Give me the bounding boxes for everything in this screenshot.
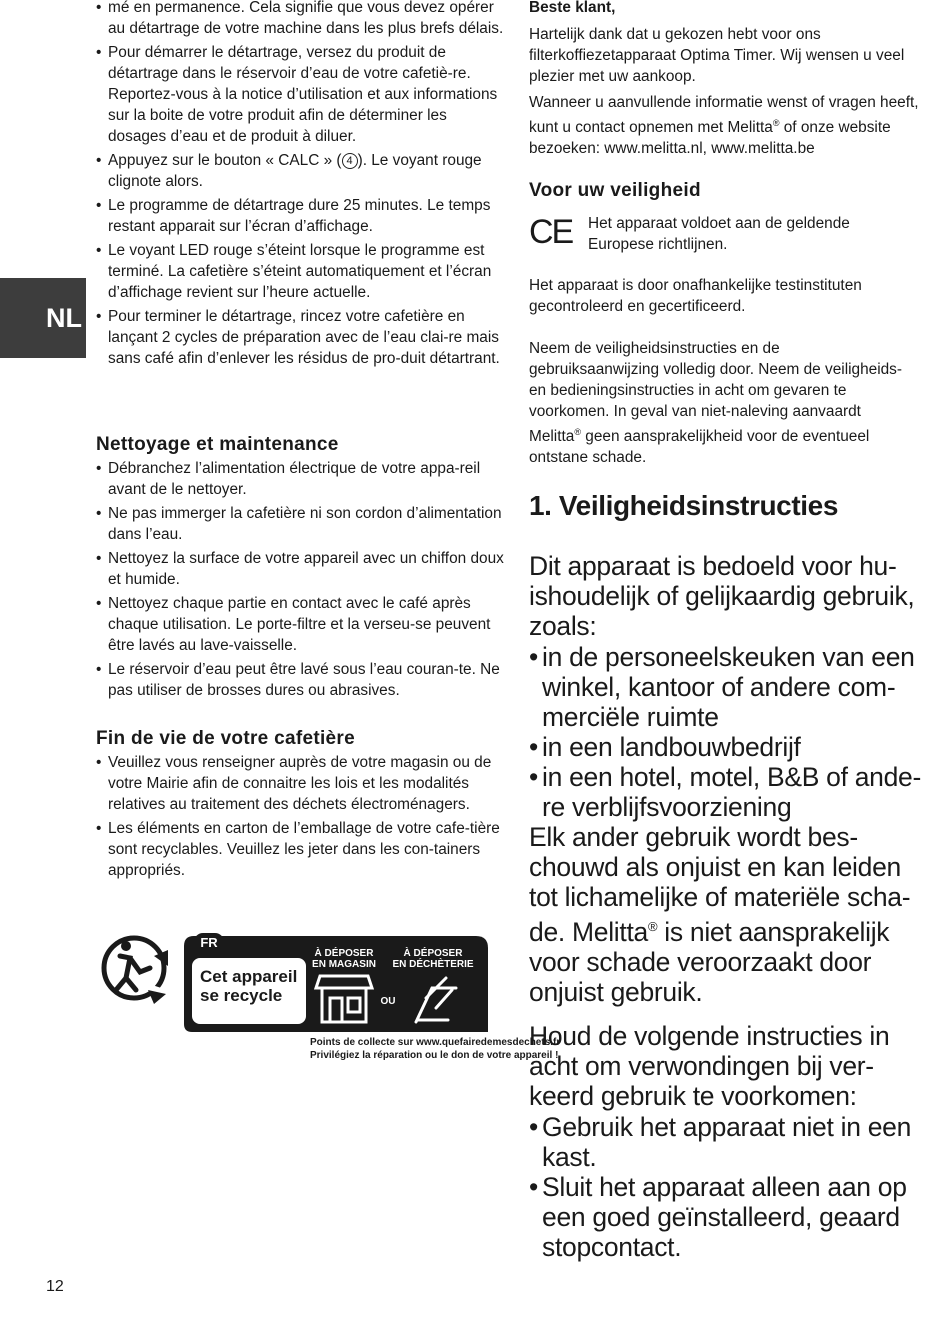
list-item: [96, 240, 508, 303]
page-number: 12: [46, 1278, 64, 1295]
text: geen aansprakelijkheid voor de eventueel ontstane schade.: [529, 428, 870, 467]
triman-recycle-logo: [96, 928, 561, 1068]
cleaning-list: [96, 458, 508, 701]
list-item-text: in een landbouwbedrijf: [542, 732, 801, 762]
list-item: [96, 0, 508, 39]
list-item: [96, 150, 508, 192]
list-item: [529, 1172, 924, 1262]
follow-instructions-paragraph: Houd de volgende instructies in acht om verwondingen bij ver-keerd gebruik te voorkomen:: [529, 1021, 890, 1111]
list-item-text: Le réservoir d’eau peut être lavé sous l’eau couran-te. Ne pas utiliser de brosses dures ou abrasives.: [108, 661, 500, 699]
option1-line2: EN MAGASIN: [312, 959, 376, 970]
contact-paragraph: [529, 92, 924, 159]
option1-line1: À DÉPOSER: [314, 948, 374, 959]
text: is niet aansprakelijk voor schade veroorzaakt door onjuist gebruik.: [529, 916, 890, 1007]
list-item: [96, 548, 508, 590]
list-item: [96, 195, 508, 237]
ce-text: Het apparaat voldoet aan de geldende Europese richtlijnen.: [588, 215, 850, 253]
safety-heading: Voor uw veiligheid: [529, 180, 701, 201]
recycle-footer-line1: Points de collecte sur www.quefairedemesdechets.fr: [310, 1037, 561, 1048]
list-item-text: in een hotel, motel, B&B of ande-re verblijfsvoorziening: [542, 762, 922, 822]
registered-mark: ®: [647, 919, 658, 934]
list-item: [96, 752, 508, 815]
greeting: Beste klant,: [529, 0, 616, 16]
list-item-text: Nettoyez chaque partie en contact avec le café après chaque utilisation. Le porte-filtre et la verseu-se peuvent être lavés au lave-vaisselle.: [108, 595, 491, 654]
text: Wanneer u aanvullende informatie wenst of vragen heeft, kunt u contact opnemen met Melitta: [529, 94, 919, 137]
other-use-paragraph: [529, 822, 924, 1007]
ce-mark: CE: [529, 213, 573, 251]
list-item: [96, 42, 508, 147]
cleaning-section: [96, 434, 508, 704]
language-tab: NL: [0, 278, 86, 358]
end-of-life-list: [96, 752, 508, 881]
use-list: [529, 642, 934, 822]
list-item-text: Veuillez vous renseigner auprès de votre magasin ou de votre Mairie afin de connaitre les lois et les modalités relatives au traitement des déchets électroménagers.: [108, 754, 492, 813]
follow-list: [529, 1112, 924, 1262]
list-item: [96, 593, 508, 656]
option2-line1: À DÉPOSER: [403, 948, 463, 959]
list-item-text: Le programme de détartrage dure 25 minutes. Le temps restant apparait sur l’écran d’affichage.: [108, 197, 491, 235]
list-item-text: Appuyez sur le bouton « CALC » (: [108, 152, 342, 169]
list-item-text: Gebruik het apparaat niet in een kast.: [542, 1112, 912, 1172]
registered-mark: ®: [772, 118, 780, 128]
list-item-text: Nettoyez la surface de votre appareil avec un chiffon doux et humide.: [108, 550, 504, 588]
list-item: [96, 503, 508, 545]
list-item-text: Les éléments en carton de l’emballage de votre cafe-tière sont recyclables. Veuillez les jeter dans les con-tainers appropriés.: [108, 820, 500, 879]
option2-line2: EN DÉCHÈTERIE: [392, 959, 474, 970]
registered-mark: ®: [574, 427, 581, 437]
list-item-text: Le voyant LED rouge s’éteint lorsque le programme est terminé. La cafetière s’éteint automatiquement et l’écran d’affichage revient sur l’heure actuelle.: [108, 242, 492, 301]
recycle-text-line2: se recycle: [200, 986, 283, 1005]
list-item: [96, 818, 508, 881]
section-title: 1. Veiligheidsinstructies: [529, 490, 839, 521]
list-item-text: Débranchez l’alimentation électrique de votre appa-reil avant de le nettoyer.: [108, 460, 481, 498]
recycle-footer-line2: Privilégiez la réparation ou le don de votre appareil !: [310, 1050, 559, 1061]
descaling-list: [96, 0, 508, 372]
list-item: [529, 762, 934, 822]
list-item-text: Ne pas immerger la cafetière ni son cordon d’alimentation dans l’eau.: [108, 505, 502, 543]
read-instructions-paragraph: [529, 338, 907, 468]
list-item: [529, 732, 934, 762]
text: Elk ander gebruik wordt bes-chouwd als onjuist en kan leiden tot lichamelijke of materiële scha-de. Melitta: [529, 822, 911, 947]
section-heading: Fin de vie de votre cafetière: [96, 728, 355, 749]
text: of onze website bezoeken: www.melitta.nl, www.melitta.be: [529, 119, 891, 158]
text: Neem de veiligheidsinstructies en de gebruiksaanwijzing volledig door. Neem de veiligheids- en bedieningsinstructies in acht om gevaren te voorkomen. In geval van niet-naleving aanvaardt Melitta: [529, 340, 903, 446]
list-item: [96, 659, 508, 701]
list-item: [96, 306, 508, 369]
list-item-text: Pour terminer le détartrage, rincez votre cafetière en lançant 2 cycles de préparation avec de l’eau clai-re mais sans café afin d’enlever les résidus de pro-duit détartrant.: [108, 308, 500, 367]
list-item-text: in de personeelskeuken van een winkel, kantoor of andere com-merciële ruimte: [542, 642, 915, 732]
recycle-text-line1: Cet appareil: [200, 967, 298, 986]
button-number-symbol: 4: [342, 153, 358, 169]
or-label: OU: [380, 996, 396, 1007]
end-of-life-section: [96, 728, 508, 884]
country-code: FR: [200, 935, 218, 950]
list-item-text: mé en permanence. Cela signifie que vous devez opérer au détartrage de votre machine dans les plus brefs délais.: [108, 0, 504, 37]
section-heading: Nettoyage et maintenance: [96, 434, 339, 455]
intro-paragraph: Hartelijk dank dat u gekozen hebt voor ons filterkoffiezetapparaat Optima Timer. Wij wensen u veel plezier met uw aankoop.: [529, 26, 905, 85]
list-item-text: ). Le voyant rouge clignote alors.: [108, 152, 482, 190]
list-item: [529, 642, 934, 732]
list-item: [529, 1112, 924, 1172]
tested-paragraph: Het apparaat is door onafhankelijke testinstituten gecontroleerd en gecertificeerd.: [529, 277, 862, 315]
list-item: [96, 458, 508, 500]
intended-use-paragraph: Dit apparaat is bedoeld voor hu-ishoudelijk of gelijkaardig gebruik, zoals:: [529, 551, 915, 641]
list-item-text: Pour démarrer le détartrage, versez du produit de détartrage dans le réservoir d’eau de votre cafetiè-re. Reportez-vous à la notice d’utilisation et aux informations sur la boite de votre produit afin de déterminer les dosages d’eau et de produit à diluer.: [108, 44, 498, 145]
list-item-text: Sluit het apparaat alleen aan op een goed geïnstalleerd, geaard stopcontact.: [542, 1172, 907, 1262]
